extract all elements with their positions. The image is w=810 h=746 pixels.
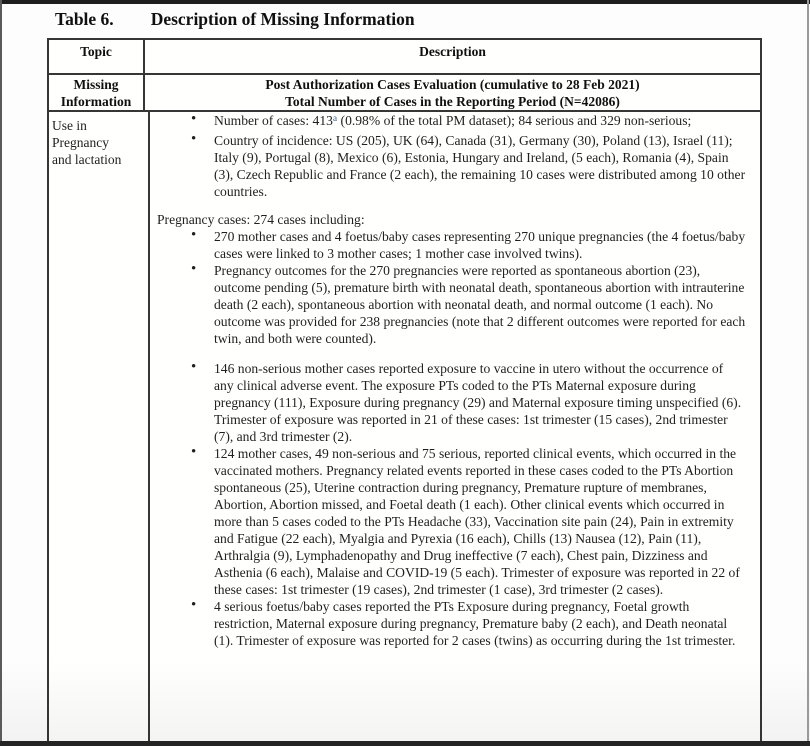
topic-column-header: Topic (49, 40, 145, 73)
frame-left-edge (0, 0, 2, 746)
cases-text-continued: (0.98% of the total PM dataset); 84 serious and 329 non-serious; (337, 113, 692, 128)
table-number-label: Table 6. (55, 9, 114, 29)
evaluation-period-line: Post Authorization Cases Evaluation (cumulative to 28 Feb 2021) (265, 77, 640, 92)
bullet-mother-foetus-cases: • 270 mother cases and 4 foetus/baby cases representing 270 unique pregnancies (the 4 foetus/baby cases were linked to 3 mother cases; 1 mother case involved twins). (150, 228, 760, 262)
frame-right-edge (807, 0, 809, 746)
description-column-header: Description (419, 44, 486, 59)
footnote-superscript: a (332, 114, 338, 124)
overview-bullet-list (150, 112, 760, 200)
use-in-pregnancy-row (49, 112, 760, 741)
table-title-text: Description of Missing Information (150, 9, 415, 29)
missing-information-topic-cell (49, 75, 145, 110)
description-cell-content (150, 112, 760, 741)
bullet-country-of-incidence: • Country of incidence: US (205), UK (64), Canada (31), Germany (30), Poland (13), Israel (11); Italy (9), Portugal (8), Mexico (6), Estonia, Hungary and Ireland, (5 each), Romania (4), Spain (3), Czech Republic and France (2 each), the remaining 10 cases were distributed among 10 other countries. (150, 132, 760, 200)
pregnancy-bullet-list (150, 228, 760, 347)
topic-line: Pregnancy (52, 135, 109, 150)
bullet-number-of-cases (150, 112, 760, 132)
list-gap (150, 347, 760, 360)
topic-line: Use in (52, 118, 87, 133)
frame-top-edge (0, 0, 810, 4)
missing-information-description-cell (145, 75, 760, 110)
topic-line: Information (60, 93, 132, 109)
topic-line: and lactation (52, 152, 122, 167)
bullet-nonserious-mother-cases: • 146 non-serious mother cases reported exposure to vaccine in utero without the occurrence of any clinical adverse event. The exposure PTs coded to the PTs Maternal exposure during pregnancy (111), Exposure during pregnancy (29) and Maternal exposure timing unspecified (6). Trimester of exposure was reported in 21 of these cases: 1st trimester (15 cases), 2nd trimester (7), and 3rd trimester (2). (150, 360, 760, 445)
bullet-clinical-events: • 124 mother cases, 49 non-serious and 75 serious, reported clinical events, which occurred in the vaccinated mothers. Pregnancy related events reported in these cases coded to the PTs Abortion spontaneous (25), Uterine contraction during pregnancy, Premature rupture of membranes, Abortion, Abortion missed, and Foetal death (1 each). Other clinical events which occurred in more than 5 cases coded to the PTs Headache (33), Vaccination site pain (24), Pain in extremity and Fatigue (22 each), Myalgia and Pyrexia (16 each), Chills (13) Nausea (12), Pain (11), Arthralgia (9), Lymphadenopathy and Drug ineffective (7 each), Chest pain, Dizziness and Asthenia (6 each), Malaise and COVID-19 (5 each). Trimester of exposure was reported in 22 of these cases: 1st trimester (19 cases), 2nd trimester (1 case), 3rd trimester (2 cases). (150, 445, 760, 598)
frame-bottom-edge (0, 741, 810, 746)
exposure-bullet-list (150, 360, 760, 649)
document-title (55, 9, 415, 30)
missing-information-row (49, 75, 760, 112)
bullet-serious-foetus-cases: • 4 serious foetus/baby cases reported the PTs Exposure during pregnancy, Foetal growth restriction, Maternal exposure during pregnancy, Premature baby (2 each), and Death neonatal (1). Trimester of exposure was reported for 2 cases (twins) as occurring during the 1st trimester. (150, 598, 760, 649)
missing-information-table (47, 38, 762, 743)
total-cases-line: Total Number of Cases in the Reporting Period (N=42086) (285, 93, 620, 109)
cases-text: Number of cases: 413 (214, 113, 333, 128)
table-header-row (49, 40, 760, 75)
topic-cell-use-in-pregnancy (49, 112, 150, 741)
topic-line: Missing (73, 77, 119, 92)
bullet-pregnancy-outcomes: • Pregnancy outcomes for the 270 pregnancies were reported as spontaneous abortion (23), outcome pending (5), premature birth with neonatal death, spontaneous abortion with intrauterine death (2 each), spontaneous abortion with neonatal death, and normal outcome (1 each). No outcome was provided for 238 pregnancies (note that 2 different outcomes were reported for each twin, and both were counted). (150, 262, 760, 347)
pregnancy-cases-heading: Pregnancy cases: 274 cases including: (157, 212, 365, 227)
